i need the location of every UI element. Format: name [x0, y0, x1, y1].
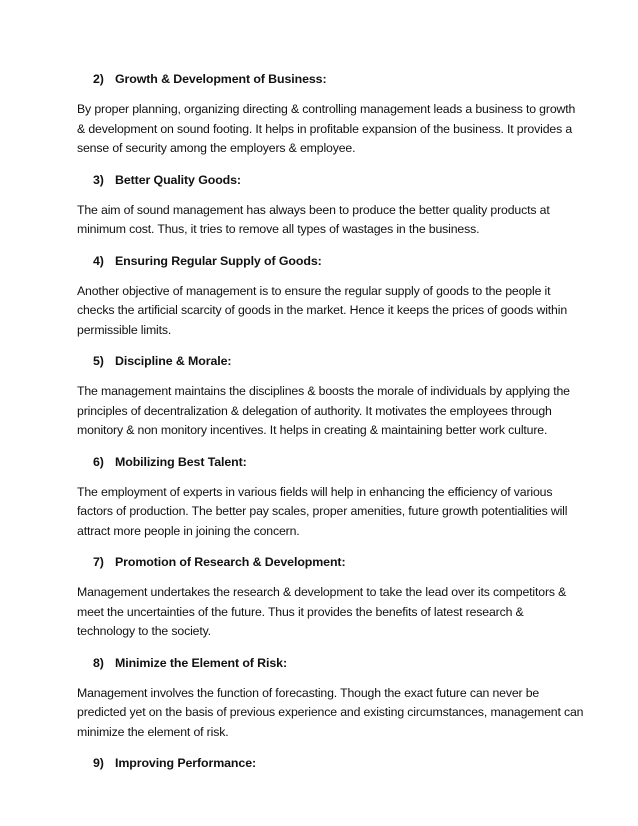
body-line: & development on sound footing. It helps in profitable expansion of the business. It provides a	[77, 121, 573, 136]
section-heading	[77, 553, 567, 571]
body-line: attract more people in joining the concern.	[77, 523, 300, 538]
section-minimize-risk	[77, 654, 584, 743]
body-line: technology to the society.	[77, 624, 211, 638]
section-number: 2)	[93, 72, 104, 86]
section-body	[77, 684, 584, 743]
section-heading	[77, 352, 567, 370]
section-title: Improving Performance:	[115, 756, 257, 770]
section-title: Mobilizing Best Talent:	[115, 454, 247, 469]
section-title: Ensuring Regular Supply of Goods:	[115, 253, 322, 268]
section-title: Better Quality Goods:	[115, 172, 241, 187]
body-line: checks the artificial scarcity of goods in the market. Hence it keeps the prices of goods within	[77, 303, 568, 317]
body-line: permissible limits.	[77, 322, 172, 337]
section-heading	[77, 252, 567, 270]
section-number: 7)	[93, 555, 104, 569]
section-title: Minimize the Element of Risk:	[115, 655, 287, 670]
section-heading	[77, 70, 567, 88]
body-line: principles of decentralization & delegation of authority. It motivates the employees through	[77, 403, 552, 418]
section-heading	[77, 171, 567, 189]
body-line: minimize the element of risk.	[77, 724, 229, 739]
section-number: 9)	[93, 756, 104, 770]
section-title: Discipline & Morale:	[115, 354, 232, 368]
body-line: meet the uncertainties of the future. Thus it provides the benefits of latest research &	[77, 604, 524, 619]
document-content	[77, 70, 584, 784]
section-research-development	[77, 553, 567, 642]
section-number: 6)	[93, 454, 104, 469]
section-body	[77, 483, 567, 542]
body-line: Management involves the function of forecasting. Though the exact future can never be	[77, 685, 540, 700]
section-body	[77, 282, 567, 341]
body-line: The employment of experts in various fields will help in enhancing the efficiency of various	[77, 484, 553, 499]
body-line: predicted yet on the basis of previous experience and existing circumstances, management can	[77, 705, 584, 719]
section-body	[77, 201, 567, 240]
body-line: The management maintains the disciplines & boosts the morale of individuals by applying the	[77, 384, 570, 398]
section-discipline-morale	[77, 352, 570, 441]
body-line: The aim of sound management has always been to produce the better quality products at	[77, 202, 550, 217]
section-heading	[77, 754, 567, 772]
body-line: By proper planning, organizing directing & controlling management leads a business to growth	[77, 102, 576, 116]
section-heading	[77, 453, 567, 471]
body-line: Management undertakes the research & development to take the lead over its competitors &	[77, 585, 567, 599]
section-improving-performance	[77, 754, 567, 772]
section-body	[77, 583, 567, 642]
section-number: 3)	[93, 172, 104, 187]
body-line: factors of production. The better pay scales, proper amenities, future growth potentialities will	[77, 504, 568, 518]
section-title: Promotion of Research & Development:	[115, 555, 346, 569]
section-better-quality-goods	[77, 171, 567, 240]
section-number: 8)	[93, 655, 104, 670]
section-body	[77, 382, 570, 441]
section-regular-supply	[77, 252, 567, 341]
section-heading	[77, 654, 567, 672]
section-title: Growth & Development of Business:	[115, 72, 327, 86]
body-line: sense of security among the employers & employee.	[77, 141, 356, 155]
section-body	[77, 100, 576, 159]
body-line: Another objective of management is to ensure the regular supply of goods to the people it	[77, 283, 551, 298]
section-number: 5)	[93, 354, 104, 368]
body-line: minimum cost. Thus, it tries to remove all types of wastages in the business.	[77, 222, 480, 236]
body-line: monitory & non monitory incentives. It helps in creating & maintaining better work culture.	[77, 423, 548, 437]
section-best-talent	[77, 453, 567, 542]
section-growth-development	[77, 70, 576, 159]
section-number: 4)	[93, 253, 104, 268]
